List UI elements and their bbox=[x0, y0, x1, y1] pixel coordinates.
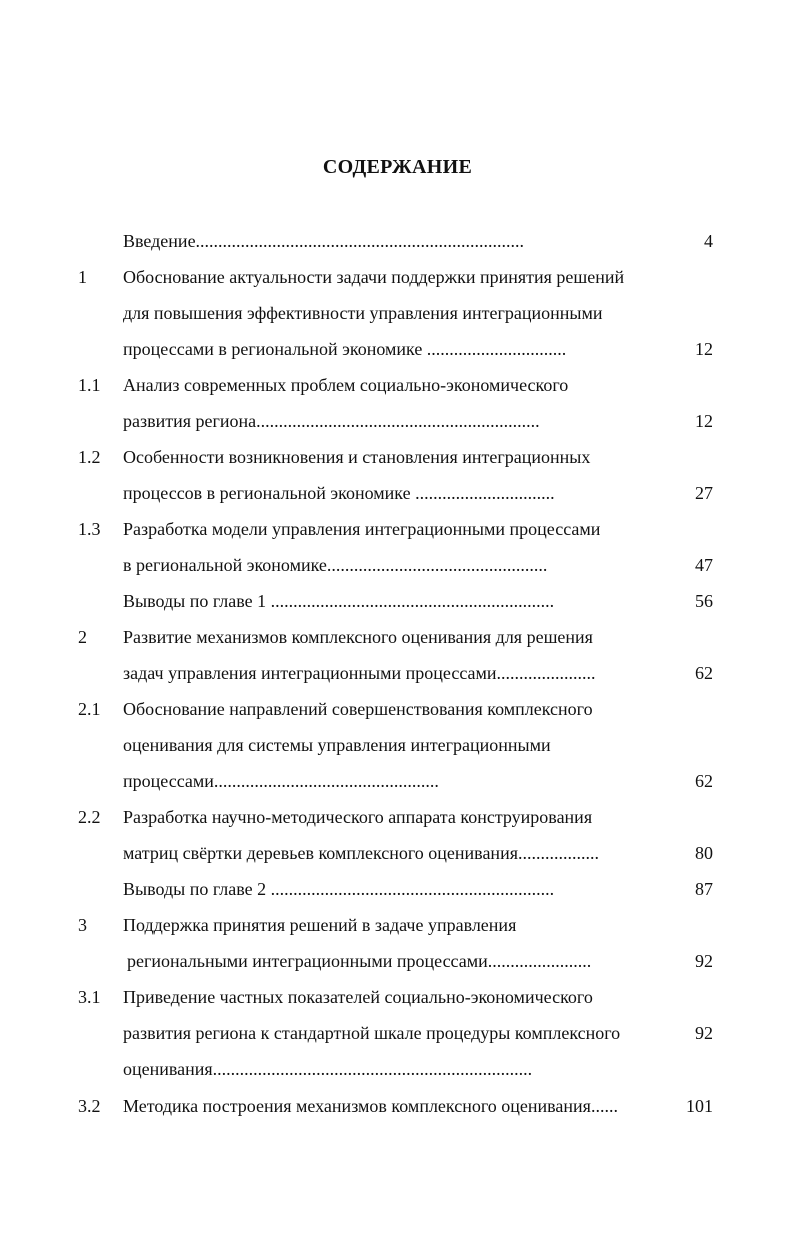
toc-section-number: 1.2 bbox=[78, 447, 101, 467]
toc-section-number: 2.1 bbox=[78, 699, 101, 719]
toc-entry-text: для повышения эффективности управления интеграционными bbox=[123, 303, 603, 323]
toc-line bbox=[0, 803, 795, 831]
toc-section-number: 2 bbox=[78, 627, 87, 647]
toc-entry-text: процессами в региональной экономике ............................... bbox=[123, 339, 567, 359]
toc-section-number: 2.2 bbox=[78, 807, 101, 827]
toc-line bbox=[0, 263, 795, 291]
toc-page-number: 27 bbox=[695, 483, 713, 503]
toc-line bbox=[0, 551, 795, 579]
toc-line bbox=[0, 371, 795, 399]
toc-entry-text: Введение......................................................................... bbox=[123, 231, 525, 251]
toc-line bbox=[0, 407, 795, 435]
toc-line bbox=[0, 659, 795, 687]
toc-page-number: 80 bbox=[695, 843, 713, 863]
toc-line bbox=[0, 1019, 795, 1047]
toc-line bbox=[0, 1055, 795, 1083]
toc-line bbox=[0, 479, 795, 507]
toc-entry-text: Поддержка принятия решений в задаче управления bbox=[123, 915, 517, 935]
toc-entry-text: Приведение частных показателей социально-экономического bbox=[123, 987, 593, 1007]
toc-page-number: 4 bbox=[704, 231, 713, 251]
page-title: СОДЕРЖАНИЕ bbox=[322, 156, 473, 178]
toc-page-number: 62 bbox=[695, 663, 713, 683]
toc-entry-text: развития региона............................................................... bbox=[123, 411, 540, 431]
toc-entry-text: Разработка модели управления интеграционными процессами bbox=[123, 519, 601, 539]
toc-page-number: 12 bbox=[695, 411, 713, 431]
toc-entry-text: Анализ современных проблем социально-экономического bbox=[123, 375, 569, 395]
toc-entry-text: Выводы по главе 1 ............................................................... bbox=[123, 591, 555, 611]
toc-entry-text: в региональной экономике................................................. bbox=[123, 555, 548, 575]
toc-entry-text: матриц свёртки деревьев комплексного оценивания.................. bbox=[123, 843, 599, 863]
toc-entry-text: оценивания для системы управления интеграционными bbox=[123, 735, 551, 755]
toc-line bbox=[0, 335, 795, 363]
toc-section-number: 1.1 bbox=[78, 375, 101, 395]
toc-page-number: 101 bbox=[686, 1096, 713, 1116]
toc-entry-text: Разработка научно-методического аппарата конструирования bbox=[123, 807, 593, 827]
toc-section-number: 3 bbox=[78, 915, 87, 935]
toc-entry-text: Обоснование направлений совершенствования комплексного bbox=[123, 699, 593, 719]
toc-entry-text: развития региона к стандартной шкале процедуры комплексного bbox=[123, 1023, 621, 1043]
toc-line bbox=[0, 875, 795, 903]
toc-page-number: 92 bbox=[695, 951, 713, 971]
toc-line bbox=[0, 515, 795, 543]
toc-page-number: 12 bbox=[695, 339, 713, 359]
toc-line bbox=[0, 227, 795, 255]
toc-page-number: 62 bbox=[695, 771, 713, 791]
toc-entry-text: процессов в региональной экономике ............................... bbox=[123, 483, 555, 503]
toc-line bbox=[0, 767, 795, 795]
toc-entry-text: Развитие механизмов комплексного оценивания для решения bbox=[123, 627, 593, 647]
toc-page-number: 87 bbox=[695, 879, 713, 899]
toc-line bbox=[0, 443, 795, 471]
toc-entry-text: Методика построения механизмов комплексного оценивания...... bbox=[123, 1096, 618, 1116]
toc-section-number: 1 bbox=[78, 267, 87, 287]
toc-line bbox=[0, 911, 795, 939]
toc-entry-text: Особенности возникновения и становления интеграционных bbox=[123, 447, 591, 467]
toc-section-number: 3.2 bbox=[78, 1096, 101, 1116]
toc-section-number: 3.1 bbox=[78, 987, 101, 1007]
toc-line bbox=[0, 623, 795, 651]
toc-line bbox=[0, 1092, 795, 1120]
toc-line bbox=[0, 695, 795, 723]
toc-line bbox=[0, 947, 795, 975]
toc-page-number: 56 bbox=[695, 591, 713, 611]
toc-page-number: 92 bbox=[695, 1023, 713, 1043]
toc-line bbox=[0, 839, 795, 867]
toc-entry-text: процессами.................................................. bbox=[123, 771, 439, 791]
toc-entry-text: региональными интеграционными процессами....................... bbox=[127, 951, 592, 971]
toc-entry-text: задач управления интеграционными процессами...................... bbox=[123, 663, 596, 683]
toc-entry-text: Выводы по главе 2 ............................................................... bbox=[123, 879, 555, 899]
toc-entry-text: оценивания....................................................................... bbox=[123, 1059, 533, 1079]
toc-section-number: 1.3 bbox=[78, 519, 101, 539]
toc-page-number: 47 bbox=[695, 555, 713, 575]
toc-entry-text: Обоснование актуальности задачи поддержки принятия решений bbox=[123, 267, 625, 287]
toc-line bbox=[0, 587, 795, 615]
toc-line bbox=[0, 299, 795, 327]
toc-line bbox=[0, 731, 795, 759]
toc-line bbox=[0, 983, 795, 1011]
